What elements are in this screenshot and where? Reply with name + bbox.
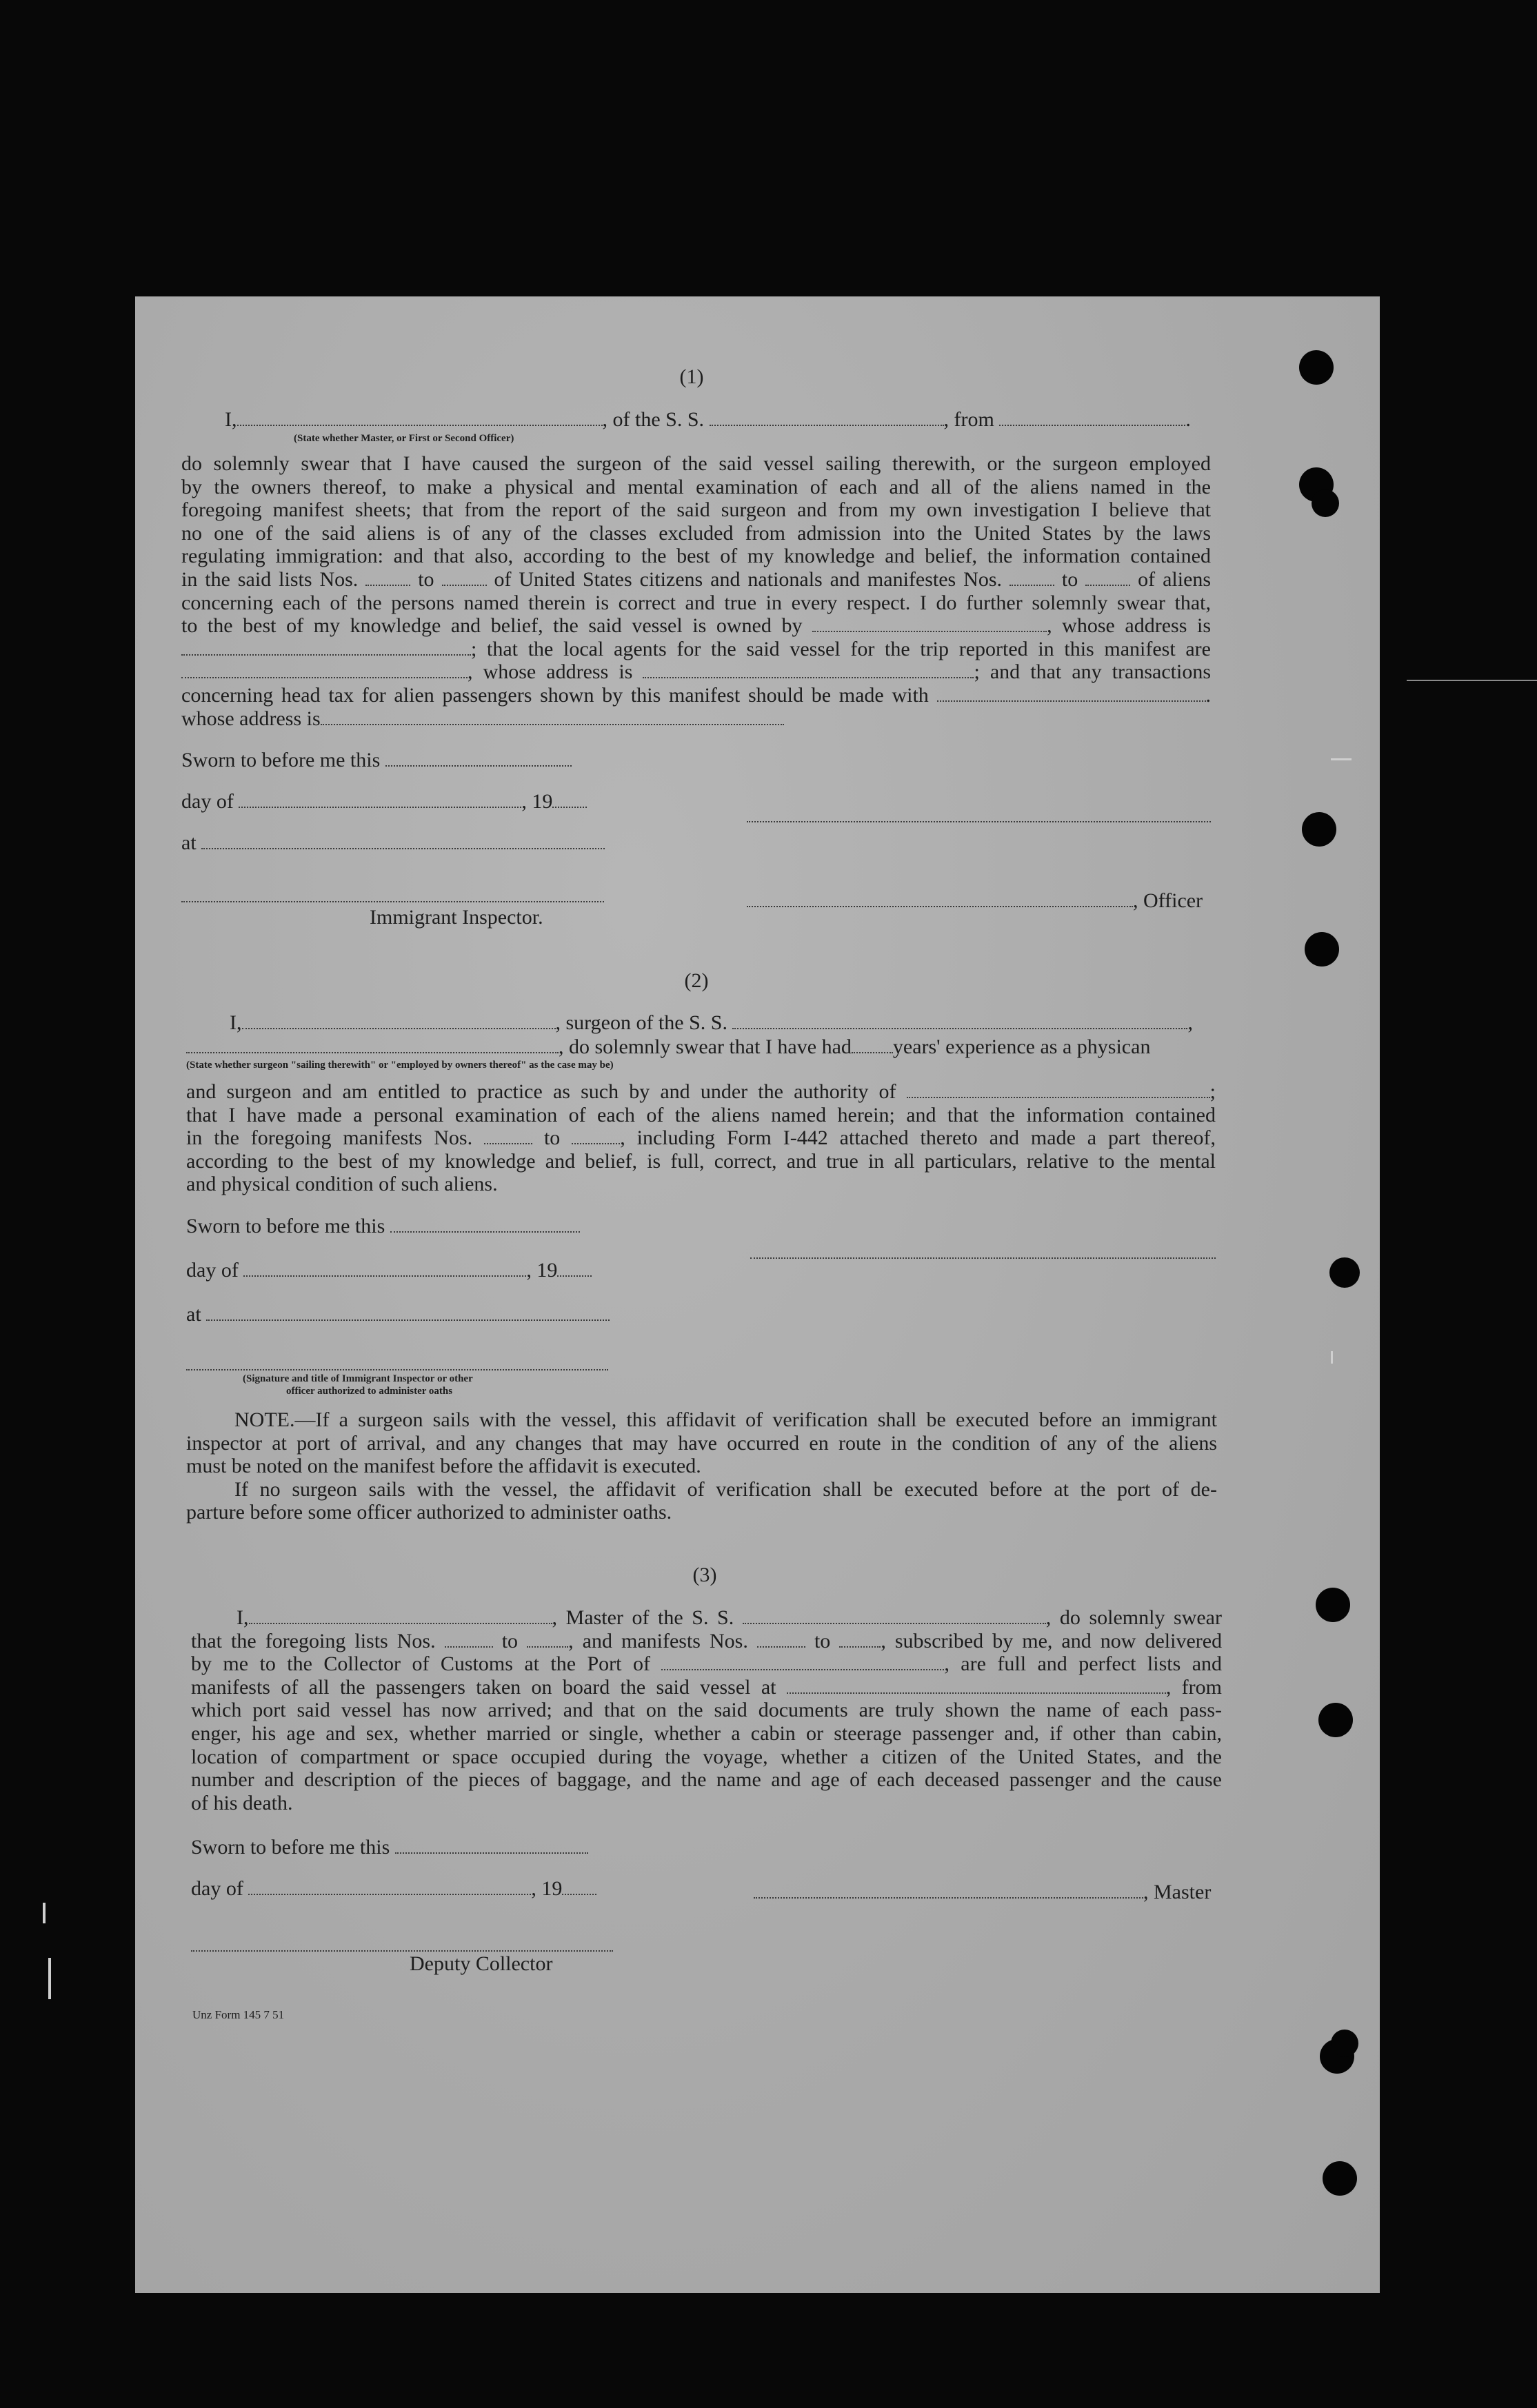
section-3-number: (3) xyxy=(692,1564,717,1586)
edge-mark xyxy=(43,1903,46,1923)
surgeon-sworn-year-field[interactable] xyxy=(557,1275,592,1277)
boarding-port-field[interactable] xyxy=(787,1692,1166,1694)
binder-hole xyxy=(1316,1588,1350,1622)
section-1-at: at xyxy=(181,831,605,855)
inspector-signature-line[interactable] xyxy=(181,900,604,902)
surgeon-sworn-month-field[interactable] xyxy=(243,1275,526,1277)
lists-from-field[interactable] xyxy=(365,584,410,586)
manifest-from-field[interactable] xyxy=(1009,584,1054,586)
binder-hole xyxy=(1331,2030,1358,2057)
sworn-year-field[interactable] xyxy=(552,806,587,808)
surgeon-signature-line[interactable] xyxy=(750,1257,1216,1259)
owned-line: to the best of my knowledge and belief, the said vessel is owned by , whose address is xyxy=(181,614,1212,638)
head-tax-address-field[interactable] xyxy=(321,723,784,725)
years-experience-field[interactable] xyxy=(852,1051,893,1053)
sworn-place-field[interactable] xyxy=(201,847,605,849)
master-lists-to-field[interactable] xyxy=(527,1646,568,1648)
master-manifest-from-field[interactable] xyxy=(757,1646,805,1648)
edge-mark xyxy=(1331,758,1352,760)
section-2-body: and surgeon and am entitled to practice as such by and under the authority of ; that I have made a personal examination of each of the aliens named herein; and that the information contained in the foregoing manifests Nos. to , including Form I-442 attached thereto and made a part thereof, according to the best of my knowledge and belief, is full, correct, and true in all particulars, relative to the mental and physical condition of such aliens. xyxy=(186,1080,1216,1196)
deputy-collector-label: Deputy Collector xyxy=(410,1952,553,1975)
port-line: by me to the Collector of Customs at the Port of , are full and perfect lists and xyxy=(191,1652,1223,1676)
binder-hole xyxy=(1318,1703,1353,1737)
master-sworn-year-field[interactable] xyxy=(562,1893,596,1895)
surgeon-nos-line: in the foregoing manifests Nos. to , including Form I-442 attached thereto and made a part thereof, xyxy=(186,1126,1216,1150)
section-2-line-2: , do solemnly swear that I have had years' experience as a physican xyxy=(186,1035,1150,1059)
section-2-sworn: Sworn to before me this xyxy=(186,1215,580,1238)
sworn-day-field[interactable] xyxy=(385,765,572,767)
section-1-body: do solemnly swear that I have caused the surgeon of the said vessel sailing therewith, or the surgeon employed by the owners thereof, to make a physical and mental examination of each and all of the aliens named in the foregoing manifest sheets; that from the report of the said surgeon and from my own investigation I believe that no one of the said aliens is of any of the classes excluded from admission into the United States by the laws regulating immigration: and that also, according to the best of my knowledge and belief, the information contained in the said lists Nos. to of United States citizens and nationals and manifestes Nos. to of aliens concerning each of the persons named therein is correct and true in every respect. I do further solemnly swear that, to the best of my knowledge and belief, the said vessel is owned by , whose address is ; that the local agents for the said vessel for the trip reported in this manifest are , whose address is ; and that any transactions concerning head tax for alien passengers shown by this manifest should be made with . whose address is xyxy=(181,452,1212,730)
master-sworn-month-field[interactable] xyxy=(248,1893,531,1895)
officer-name-field[interactable] xyxy=(237,424,603,426)
surgeon-sworn-place-field[interactable] xyxy=(206,1319,610,1321)
owner-address-field[interactable] xyxy=(181,654,471,656)
surgeon-vessel-field[interactable] xyxy=(732,1027,1187,1029)
boarded-line: manifests of all the passengers taken on board the said vessel at , from xyxy=(191,1675,1222,1699)
officer-signature-row: , Officer xyxy=(747,889,1203,913)
section-3-sworn: Sworn to before me this xyxy=(191,1836,588,1859)
agent-address-field[interactable] xyxy=(643,676,974,678)
binder-hole xyxy=(1312,489,1339,517)
collector-port-field[interactable] xyxy=(661,1668,944,1670)
signature-hint-2: officer authorized to administer oaths xyxy=(286,1386,453,1397)
agents-line: ; that the local agents for the said vessel for the trip reported in this manifest are xyxy=(181,638,1211,661)
binder-hole xyxy=(1323,2161,1357,2196)
master-signature-row: , Master xyxy=(754,1881,1211,1904)
surgeon-manifest-to-field[interactable] xyxy=(572,1142,620,1144)
master-name-field[interactable] xyxy=(249,1622,552,1624)
note-paragraph: NOTE.—If a surgeon sails with the vessel, this affidavit of verification shall be executed before an immigrant inspector at port of arrival, and any changes that may have occurred en route in the condition of any of the aliens must be noted on the manifest before the affidavit is executed. If no surgeon sails with the vessel, the affidavit of verification shall be executed before at the port of de- parture before some officer authorized to administer oaths. xyxy=(186,1408,1217,1524)
collector-signature-line[interactable] xyxy=(191,1950,613,1952)
master-sworn-day-field[interactable] xyxy=(395,1852,588,1854)
master-vessel-field[interactable] xyxy=(743,1622,1046,1624)
vessel-name-field[interactable] xyxy=(710,424,944,426)
surgeon-manifest-from-field[interactable] xyxy=(484,1142,532,1144)
section-3-body: I, , Master of the S. S. , do solemnly swear that the foregoing lists Nos. to , and manifests Nos. to , subscribed by me, and now delivered by me to the Collector of Customs at the Port of , are full and perfect lists and manifests of all the passengers taken on board the said vessel at , from which port said vessel has now arrived; and that on the said documents are truly shown the name of each pass- enger, his age and sex, whether married or single, whether a cabin or steerage passenger and, if other than cabin, location of compartment or space occupied during the voyage, whether a citizen of the United States, and the number and description of the pieces of baggage, and the name and age of each deceased passenger and the cause of his death. xyxy=(191,1606,1223,1814)
master-manifest-to-field[interactable] xyxy=(839,1646,881,1648)
officer-signature-field[interactable] xyxy=(747,905,1133,907)
head-tax-party-field[interactable] xyxy=(937,700,1206,702)
binder-hole xyxy=(1302,812,1336,847)
binder-hole xyxy=(1299,350,1334,385)
edge-mark xyxy=(1331,1351,1333,1364)
section-1-line-1: I, , of the S. S. , from . xyxy=(225,408,1191,431)
section-2-line-1: I, , surgeon of the S. S. , xyxy=(230,1011,1193,1034)
section-1-number: (1) xyxy=(679,365,704,388)
binder-hole xyxy=(1329,1257,1360,1288)
section-2-number: (2) xyxy=(684,969,709,992)
section-1-day-of: day of , 19 xyxy=(181,790,587,813)
whose-address-line: whose address is xyxy=(181,707,1211,731)
edge-mark xyxy=(1407,680,1537,681)
lists-line: that the foregoing lists Nos. to , and manifests Nos. to , subscribed by me, and now delivered xyxy=(191,1629,1223,1652)
master-signature-field[interactable] xyxy=(754,1896,1143,1899)
lists-to-field[interactable] xyxy=(442,584,487,586)
surgeon-status-field[interactable] xyxy=(186,1051,559,1053)
sworn-month-field[interactable] xyxy=(239,806,521,808)
owner-field[interactable] xyxy=(812,630,1047,632)
section-1-sworn: Sworn to before me this xyxy=(181,749,572,772)
officer-hint: (State whether Master, or First or Second Officer) xyxy=(294,433,514,444)
section-1-signature-line[interactable] xyxy=(747,820,1211,822)
edge-mark xyxy=(48,1958,51,1999)
agent-address-line: , whose address is ; and that any transactions xyxy=(181,660,1211,684)
master-lists-from-field[interactable] xyxy=(445,1646,493,1648)
authority-line: and surgeon and am entitled to practice as such by and under the authority of ; xyxy=(186,1080,1216,1103)
inspector-signature-line-2[interactable] xyxy=(186,1368,608,1370)
surgeon-hint: (State whether surgeon "sailing therewith" or "employed by owners thereof" as the case may be) xyxy=(186,1060,614,1071)
head-tax-line: concerning head tax for alien passengers shown by this manifest should be made with . xyxy=(181,683,1212,707)
immigrant-inspector-label: Immigrant Inspector. xyxy=(370,906,543,929)
agents-field[interactable] xyxy=(181,676,468,678)
manifest-to-field[interactable] xyxy=(1085,584,1130,586)
form-number: Unz Form 145 7 51 xyxy=(192,2008,285,2021)
nos-line: in the said lists Nos. to of United States citizens and nationals and manifestes Nos. to of aliens xyxy=(181,567,1212,591)
from-port-field[interactable] xyxy=(999,424,1185,426)
signature-hint-1: (Signature and title of Immigrant Inspector or other xyxy=(243,1373,473,1384)
section-2-day-of: day of , 19 xyxy=(186,1259,592,1282)
surgeon-name-field[interactable] xyxy=(242,1027,556,1029)
binder-hole xyxy=(1305,932,1339,967)
section-3-day-of: day of , 19 xyxy=(191,1877,596,1901)
master-line: I, , Master of the S. S. , do solemnly swear xyxy=(237,1606,1222,1629)
authority-field[interactable] xyxy=(907,1096,1210,1098)
section-2-at: at xyxy=(186,1303,610,1326)
surgeon-sworn-day-field[interactable] xyxy=(390,1231,580,1233)
